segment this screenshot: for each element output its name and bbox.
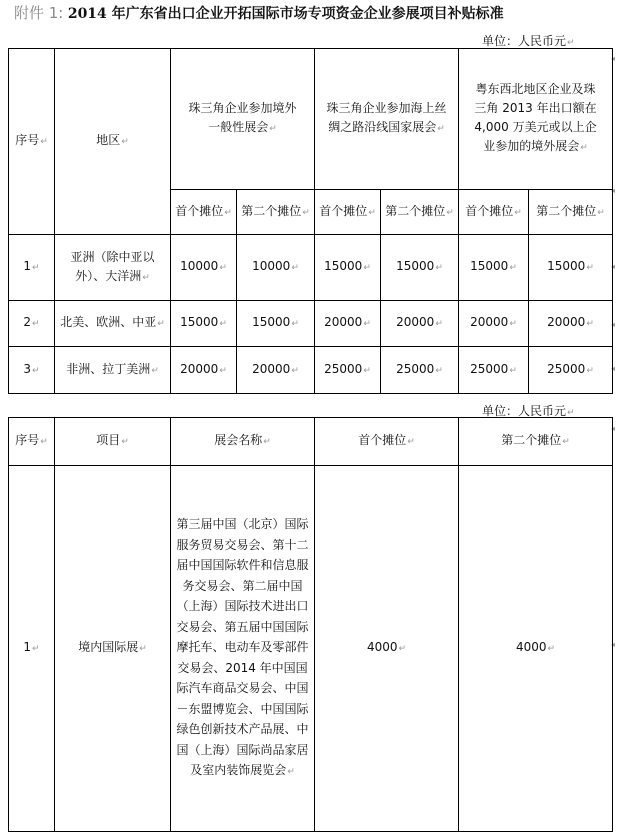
row-value: 20000↵ — [315, 301, 381, 347]
paragraph-mark-icon: ↵ — [567, 38, 575, 48]
table-row — [9, 466, 613, 832]
row-value: 25000↵ — [381, 347, 459, 394]
row-value: 20000↵ — [529, 301, 613, 347]
row-value: 15000↵ — [315, 235, 381, 301]
row-value: 20000↵ — [381, 301, 459, 347]
title-text: 2014 年广东省出口企业开拓国际市场专项资金企业参展项目补贴标准 — [67, 6, 504, 22]
header-region: 地区↵ — [55, 49, 171, 235]
header-seq: 序号↵ — [9, 49, 55, 235]
row-value: 15000↵ — [237, 301, 315, 347]
row-seq: 2↵ — [9, 301, 55, 347]
header-first-booth: 首个摊位↵ — [459, 190, 529, 235]
table-edge-arrow-icon: ◂ — [611, 424, 616, 433]
row-seq: 1↵ — [9, 466, 55, 832]
header-group-general-overseas: 珠三角企业参加境外一般性展会↵ — [171, 49, 315, 190]
table-edge-arrow-icon: ◂ — [611, 54, 616, 63]
row-expo-name: 第三届中国（北京）国际服务贸易交易会、第十二届中国国际软件和信息服务交易会、第二届中国（上海）国际技术进出口交易会、第五届中国国际摩托车、电动车及零部件交易会、2014 年中国国际汽车商品交易会、中国－东盟博览会、中国国际绿色创新技术产品展、中国（上海）国际尚品家居及室内装饰展览会↵ — [171, 466, 315, 832]
header-second-booth: 第二个摊位↵ — [529, 190, 613, 235]
header-group-maritime-silk-road: 珠三角企业参加海上丝绸之路沿线国家展会↵ — [315, 49, 459, 190]
table-row — [9, 301, 613, 347]
table-edge-arrow-icon: ◂ — [611, 262, 616, 271]
row-value: 10000↵ — [237, 235, 315, 301]
unit-label-text: 单位：人民币元 — [482, 404, 567, 418]
row-seq: 1↵ — [9, 235, 55, 301]
row-region: 非洲、拉丁美洲↵ — [55, 347, 171, 394]
table-edge-arrow-icon: ◂ — [611, 364, 616, 373]
header-second-booth: 第二个摊位↵ — [459, 418, 613, 466]
header-first-booth: 首个摊位↵ — [171, 190, 237, 235]
row-value: 10000↵ — [171, 235, 237, 301]
row-value: 15000↵ — [529, 235, 613, 301]
row-value: 20000↵ — [237, 347, 315, 394]
header-expo-name: 展会名称↵ — [171, 418, 315, 466]
row-item: 境内国际展↵ — [55, 466, 171, 832]
row-first-booth-value: 4000↵ — [315, 466, 459, 832]
table-edge-arrow-icon: ◂ — [611, 186, 616, 195]
unit-label-text: 单位：人民币元 — [482, 34, 567, 48]
header-first-booth: 首个摊位↵ — [315, 190, 381, 235]
row-value: 15000↵ — [381, 235, 459, 301]
row-value: 20000↵ — [459, 301, 529, 347]
attachment-label: 附件 1: — [14, 4, 64, 22]
header-seq: 序号↵ — [9, 418, 55, 466]
table-row — [9, 347, 613, 394]
paragraph-mark-icon: ↵ — [567, 408, 575, 418]
row-second-booth-value: 4000↵ — [459, 466, 613, 832]
row-value: 15000↵ — [171, 301, 237, 347]
header-second-booth: 第二个摊位↵ — [237, 190, 315, 235]
table-row — [9, 235, 613, 301]
row-seq: 3↵ — [9, 347, 55, 394]
document-title — [14, 2, 504, 23]
row-value: 25000↵ — [315, 347, 381, 394]
header-group-east-west-north: 粤东西北地区企业及珠三角 2013 年出口额在 4,000 万美元或以上企业参加的境外展会↵ — [459, 49, 613, 190]
row-value: 15000↵ — [459, 235, 529, 301]
header-first-booth: 首个摊位↵ — [315, 418, 459, 466]
row-region: 北美、欧洲、中亚↵ — [55, 301, 171, 347]
domestic-expo-table — [8, 417, 616, 832]
header-second-booth: 第二个摊位↵ — [381, 190, 459, 235]
table-edge-arrow-icon: ◂ — [611, 640, 616, 649]
header-item: 项目↵ — [55, 418, 171, 466]
row-region: 亚洲（除中亚以外）、大洋洲↵ — [55, 235, 171, 301]
row-value: 25000↵ — [529, 347, 613, 394]
unit-label-1 — [482, 32, 575, 49]
subsidy-standard-table — [8, 48, 616, 394]
row-value: 20000↵ — [171, 347, 237, 394]
row-value: 25000↵ — [459, 347, 529, 394]
table-edge-arrow-icon: ◂ — [611, 320, 616, 329]
